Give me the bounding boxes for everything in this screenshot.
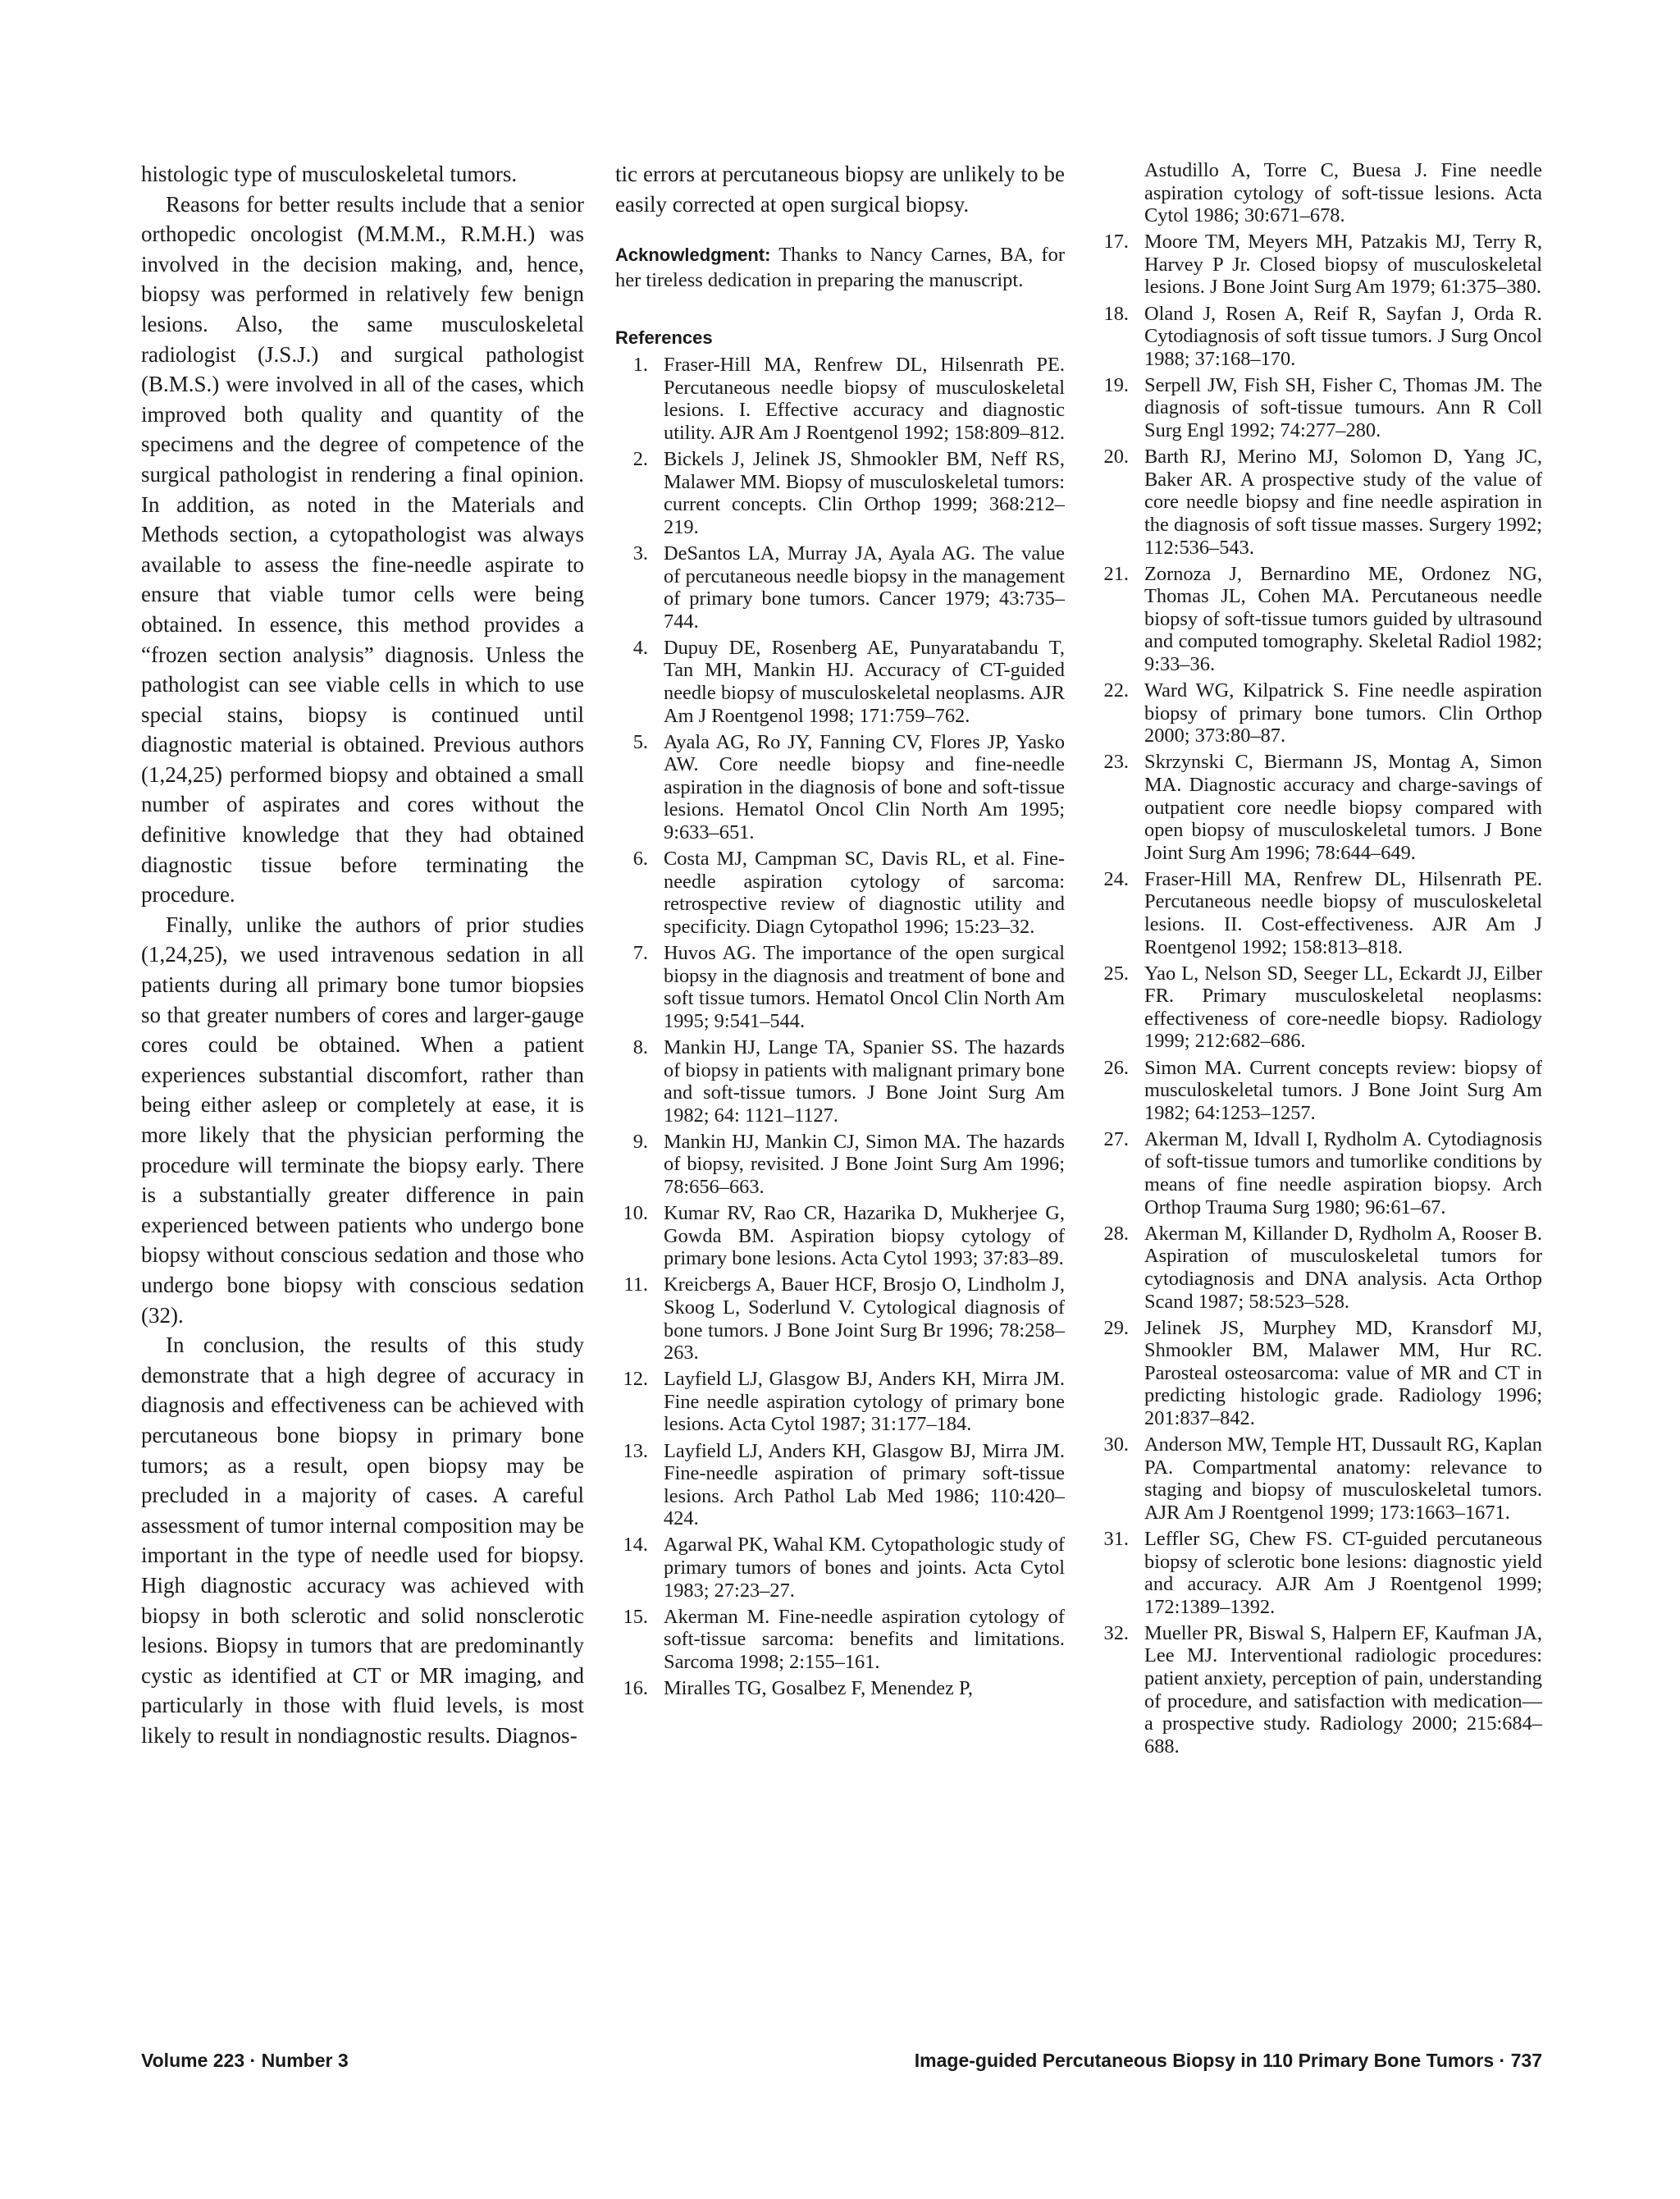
reference-text: Leffler SG, Chew FS. CT-guided percutaneous biopsy of sclerotic bone lesions: diagnostic yield and accuracy. AJR Am J Roentgenol 1999; 172:1389–1392. [1144, 1527, 1542, 1618]
reference-text: Astudillo A, Torre C, Buesa J. Fine needle aspiration cytology of soft-tissue lesions. Acta Cytol 1986; 30:671–678. [1144, 159, 1542, 227]
reference-number: 24. [1103, 867, 1129, 890]
body-column-3 [1096, 159, 1542, 1762]
reference-text: Ward WG, Kilpatrick S. Fine needle aspiration biopsy of primary bone tumors. Clin Orthop 2000; 373:80–87. [1144, 679, 1542, 747]
reference-item [1096, 962, 1542, 1053]
reference-number: 12. [623, 1368, 648, 1391]
body-column-2 [615, 159, 1065, 1703]
reference-text: Miralles TG, Gosalbez F, Menendez P, [664, 1676, 973, 1699]
reference-number: 11. [623, 1273, 648, 1296]
reference-text: Zornoza J, Bernardino ME, Ordonez NG, Thomas JL, Cohen MA. Percutaneous needle biopsy of soft-tissue tumors guided by ultrasound and computed tomography. Skeletal Radiol 1982; 9:33–36. [1144, 562, 1542, 675]
reference-text: Bickels J, Jelinek JS, Shmookler BM, Neff RS, Malawer MM. Biopsy of musculoskeletal tumors: current concepts. Clin Orthop 1999; 368:212–219. [664, 448, 1065, 538]
reference-text: Barth RJ, Merino MJ, Solomon D, Yang JC, Baker AR. A prospective study of the value of core needle biopsy and fine needle aspiration in the diagnosis of soft tissue masses. Surgery 1992; 112:536–543. [1144, 446, 1542, 559]
reference-number: 3. [632, 542, 648, 565]
reference-item [615, 1202, 1065, 1270]
reference-number: 25. [1103, 962, 1129, 985]
reference-item [1096, 1528, 1542, 1618]
reference-number: 18. [1103, 302, 1129, 325]
reference-number: 22. [1103, 679, 1129, 702]
reference-text: Simon MA. Current concepts review: biopsy of musculoskeletal tumors. J Bone Joint Surg Am 1982; 64:1253–1257. [1144, 1056, 1542, 1124]
reference-item [615, 731, 1065, 844]
conclusion-continuation [615, 159, 1065, 219]
reference-number: 2. [632, 448, 648, 471]
reference-item [1096, 1057, 1542, 1125]
reference-text: Akerman M, Killander D, Rydholm A, Rooser B. Aspiration of musculoskeletal tumors for cytodiagnosis and DNA analysis. Acta Orthop Scand 1987; 58:523–528. [1144, 1222, 1542, 1313]
body-paragraph: Finally, unlike the authors of prior studies (1,24,25), we used intravenous sedation in all patients during all primary bone tumor biopsies so that greater numbers of cores and larger-gauge cores could be obtained. When a patient experiences substantial discomfort, rather than being either asleep or completely at ease, it is more likely that the physician performing the procedure will terminate the biopsy early. There is a substantially greater difference in pain experienced between patients who undergo bone biopsy without conscious sedation and those who undergo bone biopsy with conscious sedation (32). [141, 912, 584, 1328]
reference-number: 32. [1103, 1621, 1129, 1644]
reference-item [1096, 1223, 1542, 1313]
reference-item [615, 942, 1065, 1032]
acknowledgment-label: Acknowledgment: [615, 245, 771, 266]
reference-text: Fraser-Hill MA, Renfrew DL, Hilsenrath PE. Percutaneous needle biopsy of musculoskeletal lesions. II. Cost-effectiveness. AJR Am J Roentgenol 1992; 158:813–818. [1144, 867, 1542, 958]
reference-item [1096, 446, 1542, 559]
reference-number: 4. [632, 636, 648, 659]
reference-item [1096, 1622, 1542, 1758]
acknowledgment [615, 242, 1065, 293]
reference-text: Huvos AG. The importance of the open surgical biopsy in the diagnosis and treatment of bone and soft tissue tumors. Hematol Oncol Clin North Am 1995; 9:541–544. [664, 942, 1065, 1032]
reference-number: 30. [1103, 1433, 1129, 1456]
reference-item [1096, 303, 1542, 371]
body-column-1 [141, 159, 584, 1750]
reference-item [615, 1273, 1065, 1364]
reference-text: Akerman M, Idvall I, Rydholm A. Cytodiagnosis of soft-tissue tumors and tumorlike conditions by means of fine needle aspiration biopsy. Arch Orthop Trauma Surg 1980; 96:61–67. [1144, 1127, 1542, 1218]
reference-item [1096, 679, 1542, 747]
reference-text: Mueller PR, Biswal S, Halpern EF, Kaufman JA, Lee MJ. Interventional radiologic procedures: patient anxiety, perception of pain, understanding of procedure, and satisfaction with medication—a prospective study. Radiology 2000; 215:684–688. [1144, 1621, 1542, 1758]
reference-text: Kumar RV, Rao CR, Hazarika D, Mukherjee G, Gowda BM. Aspiration biopsy cytology of primary bone lesions. Acta Cytol 1993; 37:83–89. [664, 1202, 1065, 1270]
reference-item [1096, 159, 1542, 227]
reference-number: 26. [1103, 1056, 1129, 1079]
footer-volume: Volume 223 · Number 3 [141, 2050, 349, 2071]
reference-item [615, 1036, 1065, 1127]
reference-number: 1. [632, 354, 648, 377]
reference-item [615, 1131, 1065, 1199]
reference-item [615, 1368, 1065, 1436]
reference-text: DeSantos LA, Murray JA, Ayala AG. The value of percutaneous needle biopsy in the management of primary bone tumors. Cancer 1979; 43:735–744. [664, 542, 1065, 633]
reference-text: Agarwal PK, Wahal KM. Cytopathologic study of primary tumors of bones and joints. Acta Cytol 1983; 27:23–27. [664, 1534, 1065, 1602]
reference-number: 16. [623, 1676, 648, 1699]
reference-number: 14. [623, 1534, 648, 1557]
reference-item [1096, 1128, 1542, 1218]
reference-text: Anderson MW, Temple HT, Dussault RG, Kaplan PA. Compartmental anatomy: relevance to staging and biopsy of musculoskeletal tumors. AJR Am J Roentgenol 1999; 173:1663–1671. [1144, 1433, 1542, 1524]
reference-text: Oland J, Rosen A, Reif R, Sayfan J, Orda R. Cytodiagnosis of soft tissue tumors. J Surg Oncol 1988; 37:168–170. [1144, 302, 1542, 370]
references-heading: References [615, 327, 713, 349]
reference-number: 13. [623, 1439, 648, 1462]
footer-title-page: Image-guided Percutaneous Biopsy in 110 Primary Bone Tumors · 737 [914, 2050, 1542, 2071]
reference-text: Akerman M. Fine-needle aspiration cytology of soft-tissue sarcoma: benefits and limitations. Sarcoma 1998; 2:155–161. [664, 1605, 1065, 1673]
reference-text: Ayala AG, Ro JY, Fanning CV, Flores JP, Yasko AW. Core needle biopsy and fine-needle aspiration in the diagnosis of bone and soft-tissue lesions. Hematol Oncol Clin North Am 1995; 9:633–651. [664, 730, 1065, 844]
reference-item [1096, 1433, 1542, 1524]
reference-number: 20. [1103, 446, 1129, 469]
body-paragraph: histologic type of musculoskeletal tumors. [141, 162, 518, 186]
reference-number: 15. [623, 1605, 648, 1628]
body-paragraph: In conclusion, the results of this study demonstrate that a high degree of accuracy in diagnosis and effectiveness can be achieved with percutaneous bone biopsy in primary bone tumors; as a result, open biopsy may be precluded in a majority of cases. A careful assessment of tumor internal composition may be important in the type of needle used for biopsy. High diagnostic accuracy was achieved with biopsy in both sclerotic and solid nonsclerotic lesions. Biopsy in tumors that are predominantly cystic as identified at CT or MR imaging, and particularly in those with fluid levels, is most likely to result in nondiagnostic results. Diagnos- [141, 1333, 584, 1748]
reference-item [615, 1534, 1065, 1602]
reference-text: Moore TM, Meyers MH, Patzakis MJ, Terry R, Harvey P Jr. Closed biopsy of musculoskeletal lesions. J Bone Joint Surg Am 1979; 61:375–380. [1144, 231, 1542, 299]
reference-number: 23. [1103, 751, 1129, 774]
reference-text: Costa MJ, Campman SC, Davis RL, et al. Fine-needle aspiration cytology of sarcoma: retrospective review of diagnostic utility and specificity. Diagn Cytopathol 1996; 15:23–32. [664, 848, 1065, 938]
reference-text: Fraser-Hill MA, Renfrew DL, Hilsenrath PE. Percutaneous needle biopsy of musculoskeletal lesions. I. Effective accuracy and diagnostic utility. AJR Am J Roentgenol 1992; 158:809–812. [664, 354, 1065, 444]
reference-number: 6. [632, 848, 648, 871]
reference-item [1096, 1317, 1542, 1430]
reference-text: Dupuy DE, Rosenberg AE, Punyaratabandu T, Tan MH, Mankin HJ. Accuracy of CT-guided needle biopsy of musculoskeletal neoplasms. AJR Am J Roentgenol 1998; 171:759–762. [664, 636, 1065, 727]
reference-item [615, 448, 1065, 538]
reference-text: Jelinek JS, Murphey MD, Kransdorf MJ, Shmookler BM, Malawer MM, Hur RC. Parosteal osteosarcoma: value of MR and CT in predicting histologic grade. Radiology 1996; 201:837–842. [1144, 1316, 1542, 1429]
reference-item [615, 542, 1065, 633]
reference-item [615, 1440, 1065, 1530]
reference-text: Yao L, Nelson SD, Seeger LL, Eckardt JJ, Eilber FR. Primary musculoskeletal neoplasms: effectiveness of core-needle biopsy. Radiology 1999; 212:682–686. [1144, 962, 1542, 1053]
body-paragraph: tic errors at percutaneous biopsy are unlikely to be easily corrected at open surgical biopsy. [615, 162, 1065, 217]
reference-number: 10. [623, 1202, 648, 1225]
reference-item [615, 354, 1065, 444]
reference-item [1096, 231, 1542, 299]
reference-number: 21. [1103, 562, 1129, 585]
reference-item [1096, 563, 1542, 676]
reference-item [615, 637, 1065, 727]
reference-number: 28. [1103, 1222, 1129, 1245]
reference-item [1096, 374, 1542, 442]
reference-text: Mankin HJ, Lange TA, Spanier SS. The hazards of biopsy in patients with malignant primary bone and soft-tissue tumors. J Bone Joint Surg Am 1982; 64: 1121–1127. [664, 1035, 1065, 1127]
reference-item [1096, 868, 1542, 958]
acknowledgment-text: Thanks to Nancy Carnes, BA, for her tireless dedication in preparing the manuscript. [615, 244, 1065, 292]
reference-number: 19. [1103, 373, 1129, 396]
body-paragraph: Reasons for better results include that a senior orthopedic oncologist (M.M.M., R.M.H.) was involved in the decision making, and, hence, biopsy was performed in relatively few benign lesions. Also, the same musculoskeletal radiologist (J.S.J.) and surgical pathologist (B.M.S.) were involved in all of the cases, which improved both quality and quantity of the specimens and the degree of competence of the surgical pathologist in rendering a final opinion. In addition, as noted in the Materials and Methods section, a cytopathologist was always available to assess the fine-needle aspirate to ensure that viable tumor cells were being obtained. In essence, this method provides a “frozen section analysis” diagnosis. Unless the pathologist can see viable cells in which to use special stains, biopsy is continued until diagnostic material is obtained. Previous authors (1,24,25) performed biopsy and obtained a small number of aspirates and cores without the definitive knowledge that they had obtained diagnostic tissue before terminating the procedure. [141, 191, 584, 907]
reference-number: 8. [632, 1035, 648, 1058]
reference-list [1096, 159, 1542, 1758]
reference-text: Layfield LJ, Anders KH, Glasgow BJ, Mirra JM. Fine-needle aspiration of primary soft-tissue lesions. Arch Pathol Lab Med 1986; 110:420–424. [664, 1439, 1065, 1530]
reference-text: Skrzynski C, Biermann JS, Montag A, Simon MA. Diagnostic accuracy and charge-savings of outpatient core needle biopsy compared with open biopsy of musculoskeletal tumors. J Bone Joint Surg Am 1996; 78:644–649. [1144, 751, 1542, 864]
reference-text: Kreicbergs A, Bauer HCF, Brosjo O, Lindholm J, Skoog L, Soderlund V. Cytological diagnosis of bone tumors. J Bone Joint Surg Br 1996; 78:258–263. [664, 1273, 1065, 1365]
reference-text: Mankin HJ, Mankin CJ, Simon MA. The hazards of biopsy, revisited. J Bone Joint Surg Am 1996; 78:656–663. [664, 1130, 1065, 1198]
reference-number: 7. [632, 942, 648, 965]
reference-number: 29. [1103, 1316, 1129, 1339]
reference-item [615, 848, 1065, 938]
reference-item [1096, 751, 1542, 864]
reference-text: Serpell JW, Fish SH, Fisher C, Thomas JM. The diagnosis of soft-tissue tumours. Ann R Coll Surg Engl 1992; 74:277–280. [1144, 373, 1542, 442]
reference-item [615, 1677, 1065, 1700]
reference-text: Layfield LJ, Glasgow BJ, Anders KH, Mirra JM. Fine needle aspiration cytology of primary bone lesions. Acta Cytol 1987; 31:177–184. [664, 1368, 1065, 1436]
reference-number: 17. [1103, 231, 1129, 254]
reference-number: 9. [632, 1130, 648, 1153]
reference-item [615, 1606, 1065, 1674]
reference-number: 31. [1103, 1527, 1129, 1550]
reference-number: 27. [1103, 1127, 1129, 1150]
reference-list [615, 354, 1065, 1699]
reference-number: 5. [632, 730, 648, 753]
